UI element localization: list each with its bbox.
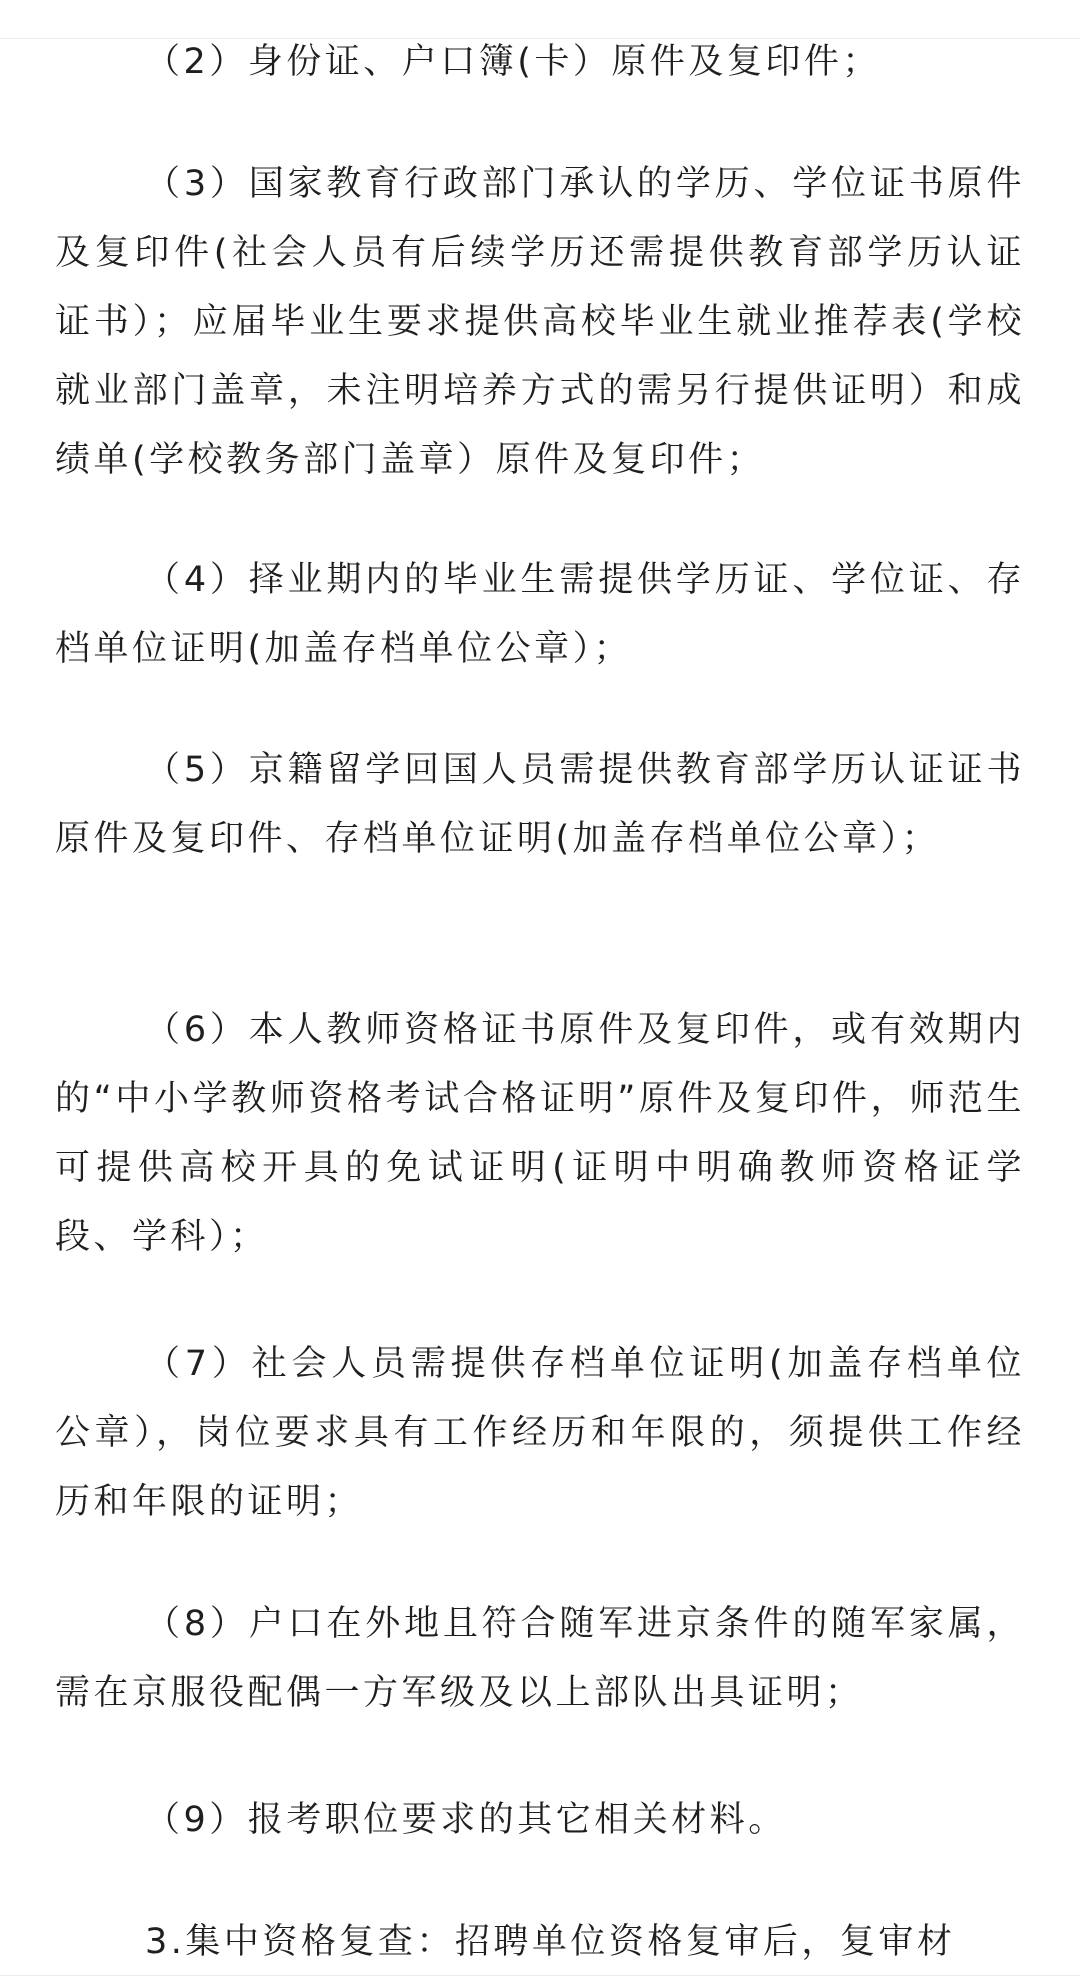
- paragraph-section-3: 3.集中资格复查：招聘单位资格复审后，复审材: [145, 1922, 956, 1962]
- paragraph-item-7: （7）社会人员需提供存档单位证明(加盖存档单位公章），岗位要求具有工作经历和年限的，须提供工作经历和年限的证明；: [55, 1344, 1025, 1522]
- paragraph-item-9: （9）报考职位要求的其它相关材料。: [145, 1800, 787, 1840]
- paragraph-item-6: （6）本人教师资格证书原件及复印件，或有效期内的“中小学教师资格考试合格证明”原件及复印件，师范生可提供高校开具的免试证明(证明中明确教师资格证学段、学科）；: [55, 1010, 1025, 1257]
- paragraph-item-2: （2）身份证、户口簿(卡）原件及复印件；: [145, 42, 881, 82]
- paragraph-item-5: （5）京籍留学回国人员需提供教育部学历认证证书原件及复印件、存档单位证明(加盖存档单位公章）；: [55, 750, 1025, 859]
- bottom-divider: [0, 1975, 1080, 1976]
- paragraph-item-4: （4）择业期内的毕业生需提供学历证、学位证、存档单位证明(加盖存档单位公章）；: [55, 560, 1025, 669]
- paragraph-item-8: （8）户口在外地且符合随军进京条件的随军家属，需在京服役配偶一方军级及以上部队出具证明；: [55, 1604, 1025, 1713]
- paragraph-item-3: （3）国家教育行政部门承认的学历、学位证书原件及复印件(社会人员有后续学历还需提供教育部学历认证证书）；应届毕业生要求提供高校毕业生就业推荐表(学校就业部门盖章，未注明培养方式的需另行提供证明）和成绩单(学校教务部门盖章）原件及复印件；: [55, 164, 1025, 480]
